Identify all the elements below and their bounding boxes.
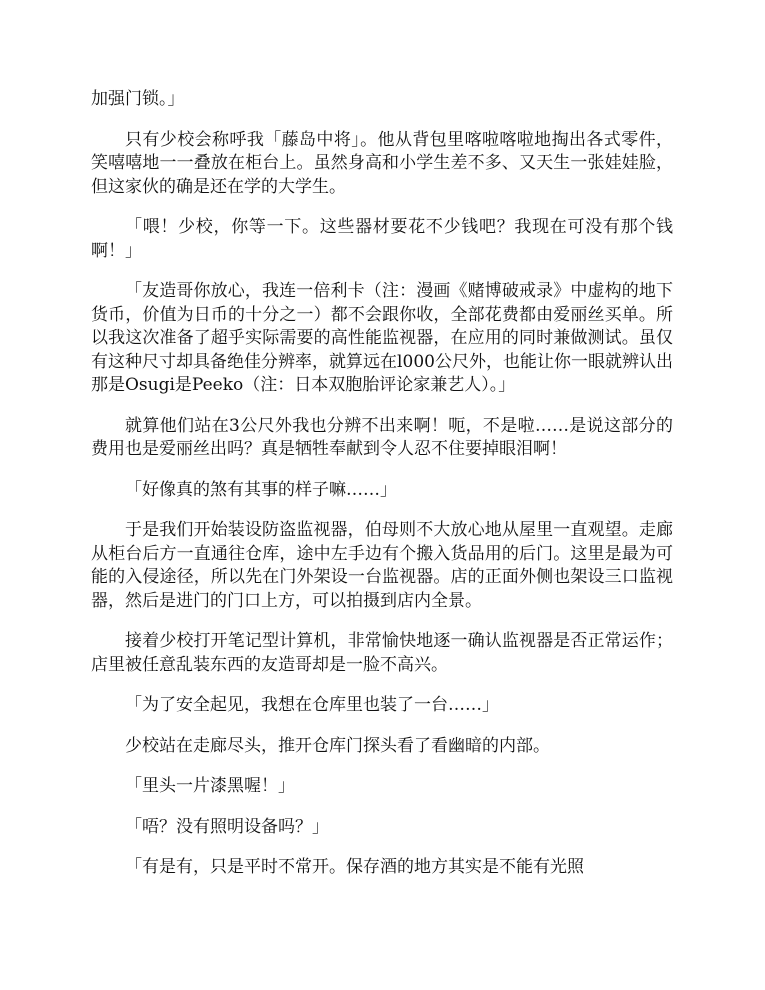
paragraph: 「喂！少校，你等一下。这些器材要花不少钱吧？我现在可没有那个钱啊！」 bbox=[91, 217, 673, 261]
paragraph: 加强门锁。」 bbox=[91, 89, 185, 109]
paragraph: 少校站在走廊尽头，推开仓库门探头看了看幽暗的内部。 bbox=[125, 735, 550, 756]
paragraph: 「有是有，只是平时不常开。保存酒的地方其实是不能有光照 bbox=[125, 857, 584, 877]
paragraph: 「里头一片漆黑喔！」 bbox=[125, 776, 295, 796]
paragraph: 就算他们站在3公尺外我也分辨不出来啊！呃，不是啦……是说这部分的费用也是爱丽丝出吗？真是牺牲奉献到令人忍不住要掉眼泪啊！ bbox=[91, 415, 673, 459]
paragraph: 「为了安全起见，我想在仓库里也装了一台……」 bbox=[125, 695, 499, 715]
paragraph: 接着少校打开笔记型计算机，非常愉快地逐一确认监视器是否正常运作；店里被任意乱装东西的友造哥却是一脸不高兴。 bbox=[91, 631, 673, 675]
paragraph: 「好像真的煞有其事的样子嘛……」 bbox=[125, 479, 397, 500]
paragraph: 「唔？没有照明设备吗？」 bbox=[125, 816, 329, 837]
document-page bbox=[91, 88, 673, 897]
paragraph: 「友造哥你放心，我连一倍利卡（注：漫画《赌博破戒录》中虚构的地下货币，价值为日币的十分之一）都不会跟你收，全部花费都由爱丽丝买单。所以我这次准备了超乎实际需要的高性能监视器，在应用的同时兼做测试。虽仅有这种尺寸却具备绝佳分辨率，就算远在l000公尺外，也能让你一眼就辨认出那是Osugi是Peeko（注：日本双胞胎评论家兼艺人）。」 bbox=[91, 281, 673, 395]
paragraph: 于是我们开始装设防盗监视器，伯母则不大放心地从屋里一直观望。走廊从柜台后方一直通往仓库，途中左手边有个搬入货品用的后门。这里是最为可能的入侵途径，所以先在门外架设一台监视器。店的正面外侧也架设三口监视器，然后是进门的门口上方，可以拍摄到店内全景。 bbox=[91, 520, 673, 611]
paragraph: 只有少校会称呼我「藤岛中将」。他从背包里喀啦喀啦地掏出各式零件，笑嘻嘻地一一叠放在柜台上。虽然身高和小学生差不多、又天生一张娃娃脸，但这家伙的确是还在学的大学生。 bbox=[91, 129, 673, 197]
